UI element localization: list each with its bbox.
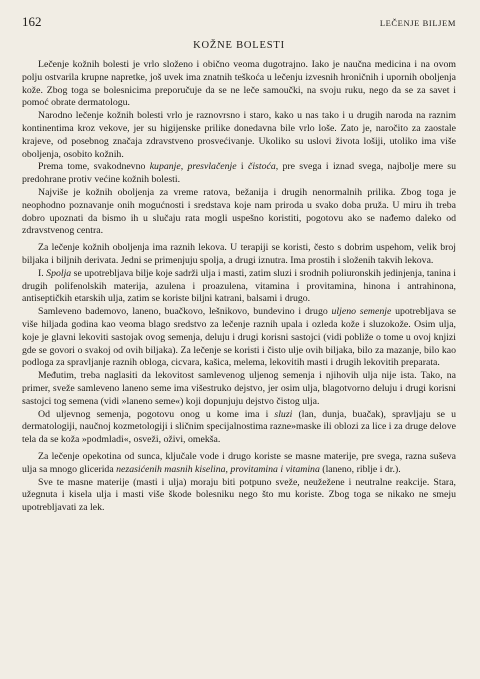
italic-text: kupanje, presvlačenje — [149, 161, 237, 173]
paragraph — [22, 59, 456, 110]
paragraph — [22, 451, 456, 477]
text-run: Samleveno bademovo, laneno, buačkovo, lešnikovo, bundevino i drugo — [38, 306, 332, 318]
page-number: 162 — [22, 14, 42, 29]
text-run: (lan, dunja, buačak), spravljaju se u dermatologiji, naučnoj kozmetologiji i sličnim specijalnostima razne»maske ili oblozi za lice i za druge delove tela da se koža »podmladi«, osveži, oživi, omekša. — [22, 408, 457, 446]
text-run: Najviše je kožnih oboljenja za vreme ratova, bežanija i drugih nenormalnih prilika. Zbog toga je neophodno poznavanje onih mogućnosti i sredstava koje nam priroda u svako doba pruža. U miru ih treba dobro upoznati da bismo ih u slučaju rata mogli uspešno koristiti, pogotovu ako se nađemo daleko od zdravstvenog centra. — [22, 186, 456, 237]
text-run: i — [236, 161, 248, 173]
paragraph — [22, 161, 456, 187]
text-run: I. — [38, 267, 47, 279]
text-run: Za lečenje kožnih oboljenja ima raznih lekova. U terapiji se koristi, često s dobrim uspehom, velik broj biljaka i biljnih derivata. Jedni se primenjuju spolja, a drugi iznutra. Ima prostih i složenih takvih lekova. — [22, 242, 456, 266]
text-run: Prema tome, svakodnevno — [38, 161, 150, 173]
text-run: upotrebljava se više hiljada godina kao veoma blago sredstvo za lečenje raznih upala i ozleda kože i sluzokože. Osim ulja, koje je glavni lekoviti sastojak ovog semenja, deluju i drugi korisni sastojci (vidi pobliže o tome u ovoj knjizi gde se govori o svakoj od ovih biljaka). Za lečenje se koristi i čisto ulje ovih biljaka, bilo za mazanje, bilo kao podloga za spravljanje raznih obloga, cicvara, kašica, melema, lekovitih masti i drugih lekovitih preparata. — [22, 306, 456, 369]
text-run: Za lečenje opekotina od sunca, ključale vode i drugo koriste se masne materije, pre svega, razna suševa ulja sa mnogo glicerida — [22, 450, 456, 475]
italic-text: sluzi — [274, 408, 293, 420]
italic-text: čistoća — [247, 161, 276, 173]
body-text — [22, 59, 456, 515]
page-header — [22, 14, 456, 34]
text-run: Međutim, treba naglasiti da lekovitost samlevenog uljenog semenja i njihovih ulja nije ista. Tako, na primer, sveže samleveno laneno seme ima višestruko dejstvo, jer osim ulja, blagotvorno deluju i drugi korisni sastojci tog semena (vidi »laneno seme«) koji dopunjuju dejstvo čistog ulja. — [22, 370, 456, 407]
text-run: (laneno, riblje i dr.). — [319, 463, 401, 475]
text-run: Narodno lečenje kožnih bolesti vrlo je raznovrsno i staro, kako u nas tako i u drugih naroda na raznim kontinentima kroz vekove, jer su higijenske prilike donedavna bile vrlo loše. Zato je, naročito za zaostale krajeve, od posebnog značaja zdravstveno prosvećivanje. Ukoliko su uslovi života lošiji, utoliko ima više oboljenja, osobito kožnih. — [22, 110, 456, 160]
text-run: se upotrebljava bilje koje sadrži ulja i masti, zatim sluzi i srodnih poliuronskih jedinjenja, tanina i drugih polifenolskih materija, azulena i proazulena, vitamina i provitamina, hinona i antrahinona, antiseptičkih etarskih ulja, zatim se koriste biljni katrani, balsami i drugo. — [22, 267, 456, 305]
text-run: Lečenje kožnih bolesti je vrlo složeno i obično veoma dugotrajno. Iako je naučna medicina i na ovom polju ostvarila krupne napretke, još uvek ima znatnih teškoća u lečenju izvesnih hroničnih i upornih oboljenja kože. Zbog toga se bolesnicima preporučuje da se ne leče samoučki, na svoju ruku, nego da se za savet i pomoć obrate dermatologu. — [22, 59, 456, 109]
paragraph — [22, 409, 456, 447]
text-run: Sve te masne materije (masti i ulja) moraju biti potpuno sveže, neužežene i neutralne reakcije. Stara, užegnuta i kisela ulja i masti više škode bolesniku nego što mu koriste. Zbog toga se nikako ne smeju upotrebljavati za lek. — [22, 476, 456, 514]
italic-text: Spolja — [46, 267, 72, 279]
book-page — [22, 14, 456, 515]
text-run: , pre svega i iznad svega, najbolje mere su predohrane protiv većine kožnih bolesti. — [22, 161, 456, 186]
paragraph — [22, 242, 456, 268]
paragraph — [22, 187, 456, 238]
paragraph — [22, 370, 456, 408]
chapter-title: KOŽNE BOLESTI — [193, 40, 285, 51]
paragraph — [22, 477, 456, 515]
italic-text: uljeno semenje — [331, 306, 392, 318]
italic-text: nezasićenih masnih kiselina, provitamina i vitamina — [116, 463, 320, 475]
paragraph — [22, 306, 456, 370]
paragraph — [22, 268, 456, 306]
running-title: LEČENJE BILJEM — [379, 18, 456, 28]
paragraph — [22, 110, 456, 161]
text-run: Od uljevnog semenja, pogotovu onog u kome ima i — [38, 408, 275, 420]
